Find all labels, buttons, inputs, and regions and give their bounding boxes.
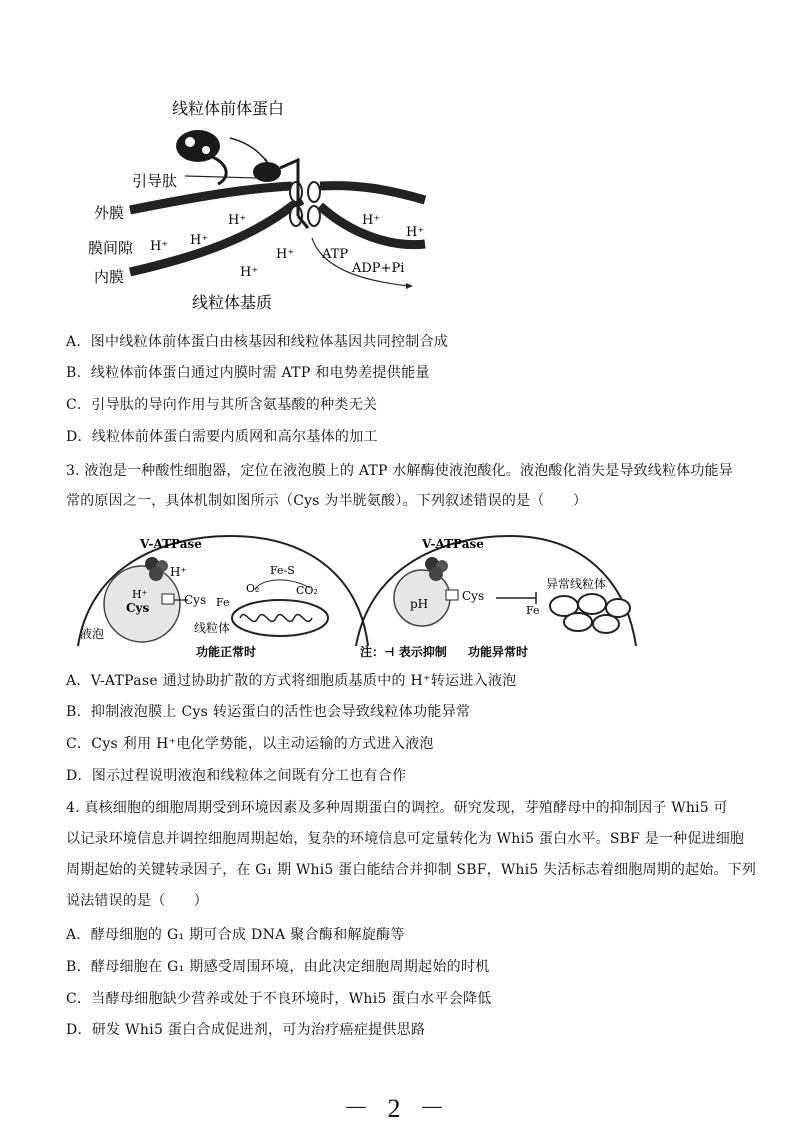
q3-stem-line-2: 常的原因之一，具体机制如图所示（Cys 为半胱氨酸）。下列叙述错误的是（ ） xyxy=(66,493,588,509)
signal-peptide-pointer xyxy=(185,176,258,178)
page-number: － 2 － xyxy=(342,1094,451,1123)
label-proton-1: H⁺ xyxy=(150,239,169,254)
abnormal-mitochondria-icon xyxy=(550,594,630,633)
tim-channel-2 xyxy=(308,206,320,226)
label-outer-membrane: 外膜 xyxy=(94,204,125,222)
tim-channel xyxy=(290,206,302,226)
arrow-to-membrane xyxy=(230,138,268,163)
q4-option-b: B．酵母细胞在 G₁ 期感受周围环境，由此决定细胞周期起始的时机 xyxy=(66,959,490,975)
label-cys-inner: Cys xyxy=(126,601,150,615)
label-vacuole: 液泡 xyxy=(80,627,105,641)
label-inner-membrane: 内膜 xyxy=(94,268,125,286)
label-proton-5: H⁺ xyxy=(240,265,259,280)
label-proton-7: H⁺ xyxy=(406,225,425,240)
label-abnormal-mito: 异常线粒体 xyxy=(546,577,607,591)
label-proton-4: H⁺ xyxy=(276,247,295,262)
figure-mitochondrial-import xyxy=(80,88,460,328)
label-o2: O₂ xyxy=(246,582,260,595)
q2-option-d: D．线粒体前体蛋白需要内质网和高尔基体的加工 xyxy=(66,429,378,445)
label-h-plus: H⁺ xyxy=(170,565,187,579)
q4-stem-line-4: 说法错误的是（ ） xyxy=(66,893,208,909)
q3-option-b: B．抑制液泡膜上 Cys 转运蛋白的活性也会导致线粒体功能异常 xyxy=(66,704,471,720)
q4-stem-line-2: 以记录环境信息并调控细胞周期起始，复杂的环境信息可定量转化为 Whi5 蛋白水平。SBF 是一种促进细胞 xyxy=(66,831,745,847)
label-cys-abnormal: Cys xyxy=(462,589,485,603)
inhibition-symbol xyxy=(496,592,536,604)
q3-option-a: A．V-ATPase 通过协助扩散的方式将细胞质基质中的 H⁺转运进入液泡 xyxy=(66,673,517,689)
cys-transporter-icon-2 xyxy=(446,590,458,600)
label-fe: Fe xyxy=(216,596,230,609)
q4-stem-line-1: 4. 真核细胞的细胞周期受到环境因素及多种周期蛋白的调控。研究发现，芽殖酵母中的抑制因子 Whi5 可 xyxy=(66,800,728,816)
tom-channel xyxy=(290,182,302,202)
label-v-atpase-2: V-ATPase xyxy=(422,537,484,551)
cys-transporter-icon xyxy=(162,594,174,604)
q2-option-a: A．图中线粒体前体蛋白由核基因和线粒体基因共同控制合成 xyxy=(66,334,449,350)
label-proton-2: H⁺ xyxy=(190,233,209,248)
label-mitochondrion: 线粒体 xyxy=(194,621,231,635)
q3-option-d: D．图示过程说明液泡和线粒体之间既有分工也有合作 xyxy=(66,768,407,784)
q4-option-c: C．当酵母细胞缺少营养或处于不良环境时，Whi5 蛋白水平会降低 xyxy=(66,991,492,1007)
label-precursor-protein: 线粒体前体蛋白 xyxy=(172,99,285,118)
label-abnormal-caption: 功能异常时 xyxy=(468,645,529,659)
label-cys-outer: Cys xyxy=(184,593,207,607)
label-normal-caption: 功能正常时 xyxy=(196,645,257,659)
tom-channel-2 xyxy=(308,182,320,202)
q4-stem-line-3: 周期起始的关键转录因子，在 G₁ 期 Whi5 蛋白能结合并抑制 SBF，Whi5 失活标志着细胞周期的起始。下列 xyxy=(66,862,757,878)
label-adp: ADP+Pi xyxy=(352,261,405,276)
q4-option-a: A．酵母细胞的 G₁ 期可合成 DNA 聚合酶和解旋酶等 xyxy=(66,927,405,943)
outer-membrane-band-right xyxy=(320,186,425,200)
label-co2: CO₂ xyxy=(296,584,318,597)
label-h-plus-inner: H⁺ xyxy=(132,588,148,601)
label-intermembrane-space: 膜间隙 xyxy=(88,239,134,257)
mitochondrion-normal-icon xyxy=(232,600,328,636)
q3-option-c: C．Cys 利用 H⁺电化学势能，以主动运输的方式进入液泡 xyxy=(66,736,434,752)
label-signal-peptide: 引导肽 xyxy=(132,172,178,190)
label-atp: ATP xyxy=(322,247,349,262)
label-fe-abnormal: Fe xyxy=(526,604,540,617)
label-matrix: 线粒体基质 xyxy=(192,293,273,312)
label-fe-s: Fe-S xyxy=(270,564,295,577)
q2-option-c: C．引导肽的导向作用与其所含氨基酸的种类无关 xyxy=(66,397,378,413)
label-v-atpase: V-ATPase xyxy=(140,537,202,551)
q4-option-d: D．研发 Whi5 蛋白合成促进剂，可为治疗癌症提供思路 xyxy=(66,1022,426,1038)
label-proton-6: H⁺ xyxy=(362,213,381,228)
label-note: 注：⊣ 表示抑制 xyxy=(360,645,447,659)
label-proton-3: H⁺ xyxy=(228,213,247,228)
q3-stem-line-1: 3. 液泡是一种酸性细胞器，定位在液泡膜上的 ATP 水解酶使液泡酸化。液泡酸化消失是导致线粒体功能异 xyxy=(66,463,734,479)
label-ph: pH xyxy=(410,597,429,611)
figure-vacuole-mitochondria xyxy=(70,518,650,668)
q2-option-b: B．线粒体前体蛋白通过内膜时需 ATP 和电势差提供能量 xyxy=(66,365,430,381)
